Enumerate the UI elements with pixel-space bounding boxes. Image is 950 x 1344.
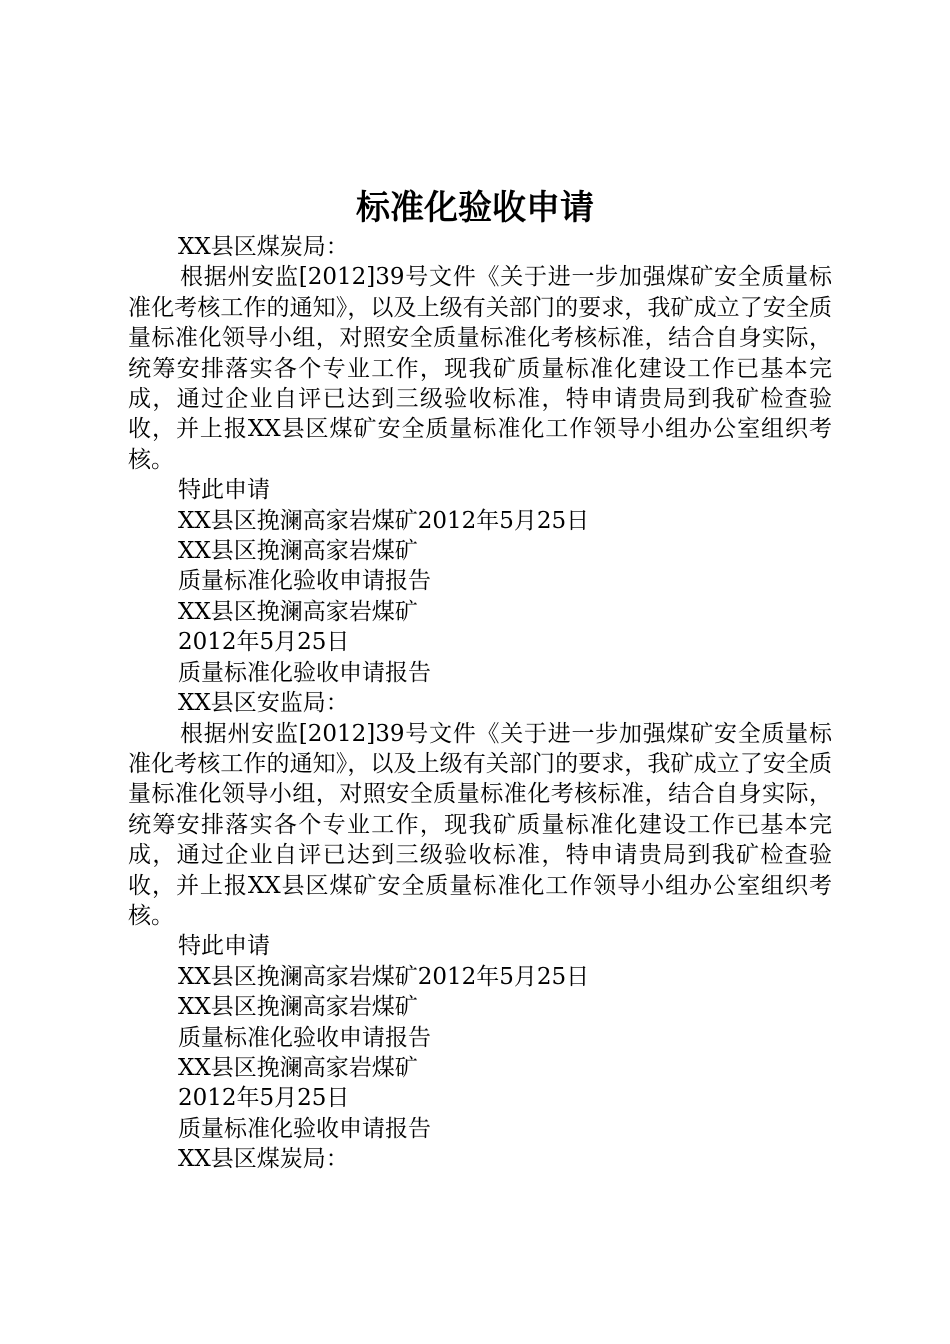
document-title: 标准化验收申请 [356, 188, 594, 228]
section-heading: 质量标准化验收申请报告 [178, 1115, 431, 1142]
section-heading: 质量标准化验收申请报告 [178, 1024, 431, 1051]
signature-line: XX县区挽澜高家岩煤矿 [178, 538, 418, 565]
date-line: 2012年5月25日 [178, 629, 350, 656]
salutation: XX县区安监局： [178, 690, 349, 717]
date-line: 2012年5月25日 [178, 1085, 350, 1112]
document-body [128, 232, 832, 1175]
section-heading: 质量标准化验收申请报告 [178, 568, 431, 595]
signature-line: XX县区挽澜高家岩煤矿 [178, 994, 418, 1021]
signature-date-line: XX县区挽澜高家岩煤矿2012年5月25日 [178, 963, 590, 990]
signature-line: XX县区挽澜高家岩煤矿 [178, 1054, 418, 1081]
body-paragraph: 根据州安监[2012]39号文件《关于进一步加强煤矿安全质量标准化考核工作的通知》，以及上级有关部门的要求，我矿成立了安全质量标准化领导小组，对照安全质量标准化考核标准，结合自身实际，统筹安排落实各个专业工作，现我矿质量标准化建设工作已基本完成，通过企业自评已达到三级验收标准，特申请贵局到我矿检查验收，并上报XX县区煤矿安全质量标准化工作领导小组办公室组织考核。 [128, 720, 832, 929]
closing-line: 特此申请 [178, 933, 270, 960]
signature-date-line: XX县区挽澜高家岩煤矿2012年5月25日 [178, 507, 590, 534]
salutation: XX县区煤炭局： [178, 234, 349, 260]
salutation: XX县区煤炭局： [178, 1146, 349, 1173]
body-paragraph: 根据州安监[2012]39号文件《关于进一步加强煤矿安全质量标准化考核工作的通知》，以及上级有关部门的要求，我矿成立了安全质量标准化领导小组，对照安全质量标准化考核标准，结合自身实际，统筹安排落实各个专业工作，现我矿质量标准化建设工作已基本完成，通过企业自评已达到三级验收标准，特申请贵局到我矿检查验收，并上报XX县区煤矿安全质量标准化工作领导小组办公室组织考核。 [128, 264, 832, 473]
closing-line: 特此申请 [178, 477, 270, 504]
section-heading: 质量标准化验收申请报告 [178, 659, 431, 686]
signature-line: XX县区挽澜高家岩煤矿 [178, 598, 418, 625]
